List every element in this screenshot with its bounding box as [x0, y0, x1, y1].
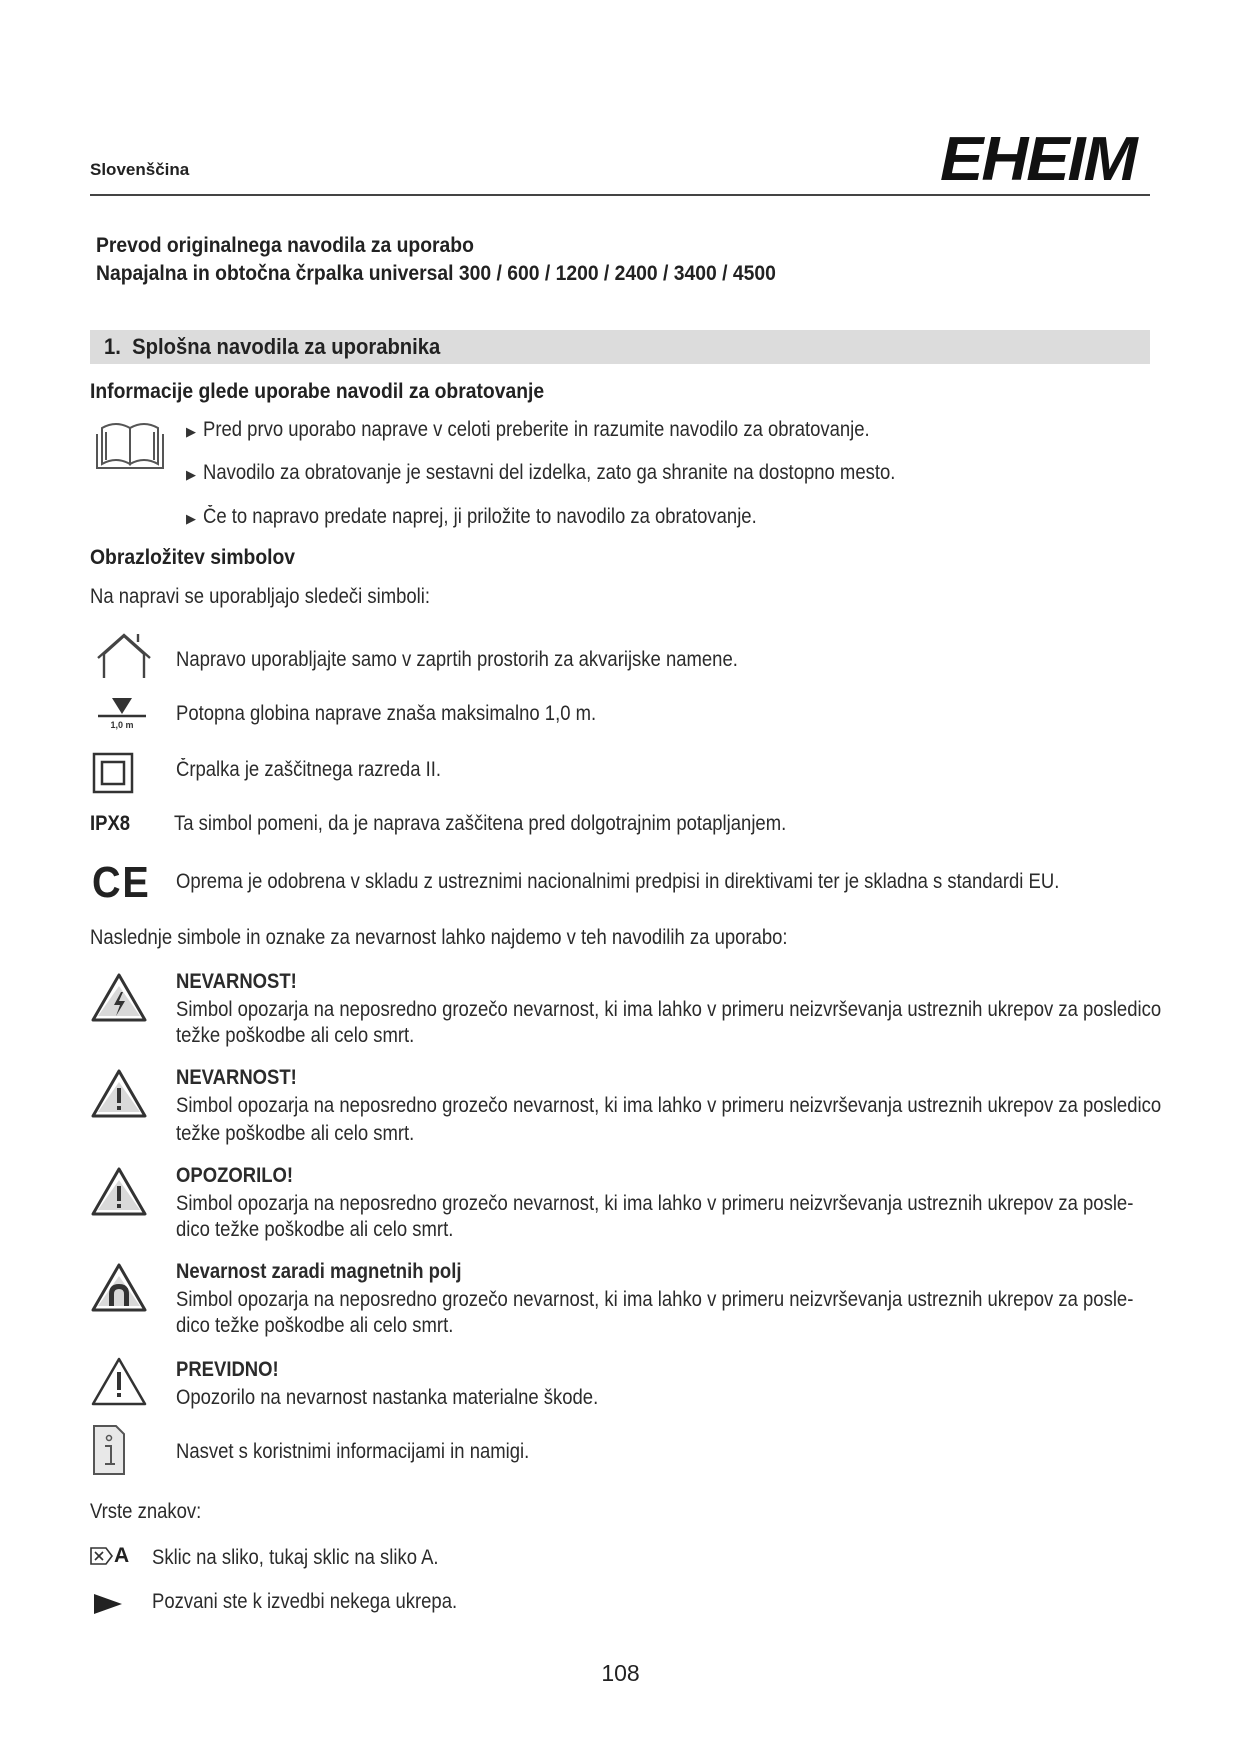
- doc-title-line2: Napajalna in obtočna črpalka universal 300 / 600 / 1200 / 2400 / 3400 / 4500: [96, 262, 776, 285]
- hazards-intro: Naslednje simbole in oznake za nevarnost lahko najdemo v teh navodilih za uporabo:: [90, 926, 788, 949]
- symbol-text-class2: Črpalka je zaščitnega razreda II.: [176, 758, 442, 781]
- figure-ref-label: A: [114, 1544, 130, 1567]
- electric-warning-icon: [90, 972, 148, 1024]
- page-number: 108: [601, 1660, 640, 1686]
- figure-ref-icon: [90, 1544, 129, 1568]
- hazard-title-1: NEVARNOST!: [176, 970, 297, 993]
- symbols-intro: Na napravi se uporabljajo sledeči simboli:: [90, 585, 431, 608]
- sign-text-action: Pozvani ste k izvedbi nekega ukrepa.: [152, 1590, 458, 1613]
- class2-icon: [92, 752, 134, 794]
- usage-info-heading: Informacije glede uporabe navodil za obratovanje: [90, 380, 545, 403]
- house-icon: [96, 632, 152, 680]
- hazard-title-4: Nevarnost zaradi magnetnih polj: [176, 1260, 462, 1283]
- section-heading: [104, 334, 440, 360]
- sign-types-heading: Vrste znakov:: [90, 1500, 202, 1523]
- brand-logo: EHEIM: [940, 125, 1136, 194]
- bullet-arrow-icon: ▶: [186, 467, 196, 482]
- hazard-line-5a: Opozorilo na nevarnost nastanka materialne škode.: [176, 1386, 599, 1409]
- hazard-line-2a: Simbol opozarja na neposredno grozečo nevarnost, ki ima lahko v primeru neizvrševanja ustreznih ukrepov za posledico: [176, 1094, 1162, 1117]
- section-title: Splošna navodila za uporabnika: [132, 334, 441, 359]
- bullet-arrow-icon: ▶: [186, 511, 196, 526]
- hazard-line-4a: Simbol opozarja na neposredno grozečo nevarnost, ki ima lahko v primeru neizvrševanja ustreznih ukrepov za posle-: [176, 1288, 1134, 1311]
- bullet-arrow-icon: ▶: [186, 424, 196, 439]
- hazard-line-3b: dico težke poškodbe ali celo smrt.: [176, 1218, 454, 1241]
- hazard-title-2: NEVARNOST!: [176, 1066, 297, 1089]
- warning-icon: [90, 1166, 148, 1218]
- hazard-title-3: OPOZORILO!: [176, 1164, 294, 1187]
- ce-icon: CE: [92, 858, 151, 907]
- ipx8-label: IPX8: [90, 812, 131, 835]
- symbol-text-ce: Oprema je odobrena v skladu z ustreznimi nacionalnimi predpisi in direktivami ter je skladna s standardi EU.: [176, 870, 1060, 893]
- symbol-text-indoor: Napravo uporabljajte samo v zaprtih prostorih za akvarijske namene.: [176, 648, 738, 671]
- hazard-line-2b: težke poškodbe ali celo smrt.: [176, 1122, 415, 1145]
- sign-text-figure-ref: Sklic na sliko, tukaj sklic na sliko A.: [152, 1546, 439, 1569]
- magnet-warning-icon: [90, 1262, 148, 1314]
- hazard-line-6a: Nasvet s koristnimi informacijami in namigi.: [176, 1440, 530, 1463]
- figure-ref-box-icon: [90, 1546, 114, 1566]
- usage-bullet-1: Pred prvo uporabo naprave v celoti preberite in razumite navodilo za obratovanje.: [203, 418, 870, 441]
- depth-icon-label: 1,0 m: [110, 720, 134, 730]
- caution-icon: [90, 1356, 148, 1408]
- hazard-line-1a: Simbol opozarja na neposredno grozečo nevarnost, ki ima lahko v primeru neizvrševanja ustreznih ukrepov za posledico: [176, 998, 1162, 1021]
- book-icon: [94, 418, 166, 472]
- hazard-line-4b: dico težke poškodbe ali celo smrt.: [176, 1314, 454, 1337]
- usage-bullet-2: Navodilo za obratovanje je sestavni del izdelka, zato ga shranite na dostopno mesto.: [203, 461, 896, 484]
- header-divider: [90, 194, 1150, 196]
- section-number: 1.: [104, 334, 121, 359]
- action-arrow-icon: [92, 1592, 124, 1616]
- symbols-heading: Obrazložitev simbolov: [90, 546, 296, 569]
- symbol-text-depth: Potopna globina naprave znaša maksimalno 1,0 m.: [176, 702, 597, 725]
- info-icon: [92, 1424, 126, 1476]
- language-label: Slovenščina: [90, 160, 190, 179]
- usage-bullet-3: Če to napravo predate naprej, ji priložite to navodilo za obratovanje.: [203, 505, 757, 528]
- hazard-line-1b: težke poškodbe ali celo smrt.: [176, 1024, 415, 1047]
- hazard-line-3a: Simbol opozarja na neposredno grozečo nevarnost, ki ima lahko v primeru neizvrševanja ustreznih ukrepov za posle-: [176, 1192, 1134, 1215]
- depth-icon: [94, 696, 150, 732]
- doc-title-line1: Prevod originalnega navodila za uporabo: [96, 234, 474, 257]
- warning-icon: [90, 1068, 148, 1120]
- hazard-title-5: PREVIDNO!: [176, 1358, 279, 1381]
- symbol-text-ipx8: Ta simbol pomeni, da je naprava zaščitena pred dolgotrajnim potapljanjem.: [174, 812, 787, 835]
